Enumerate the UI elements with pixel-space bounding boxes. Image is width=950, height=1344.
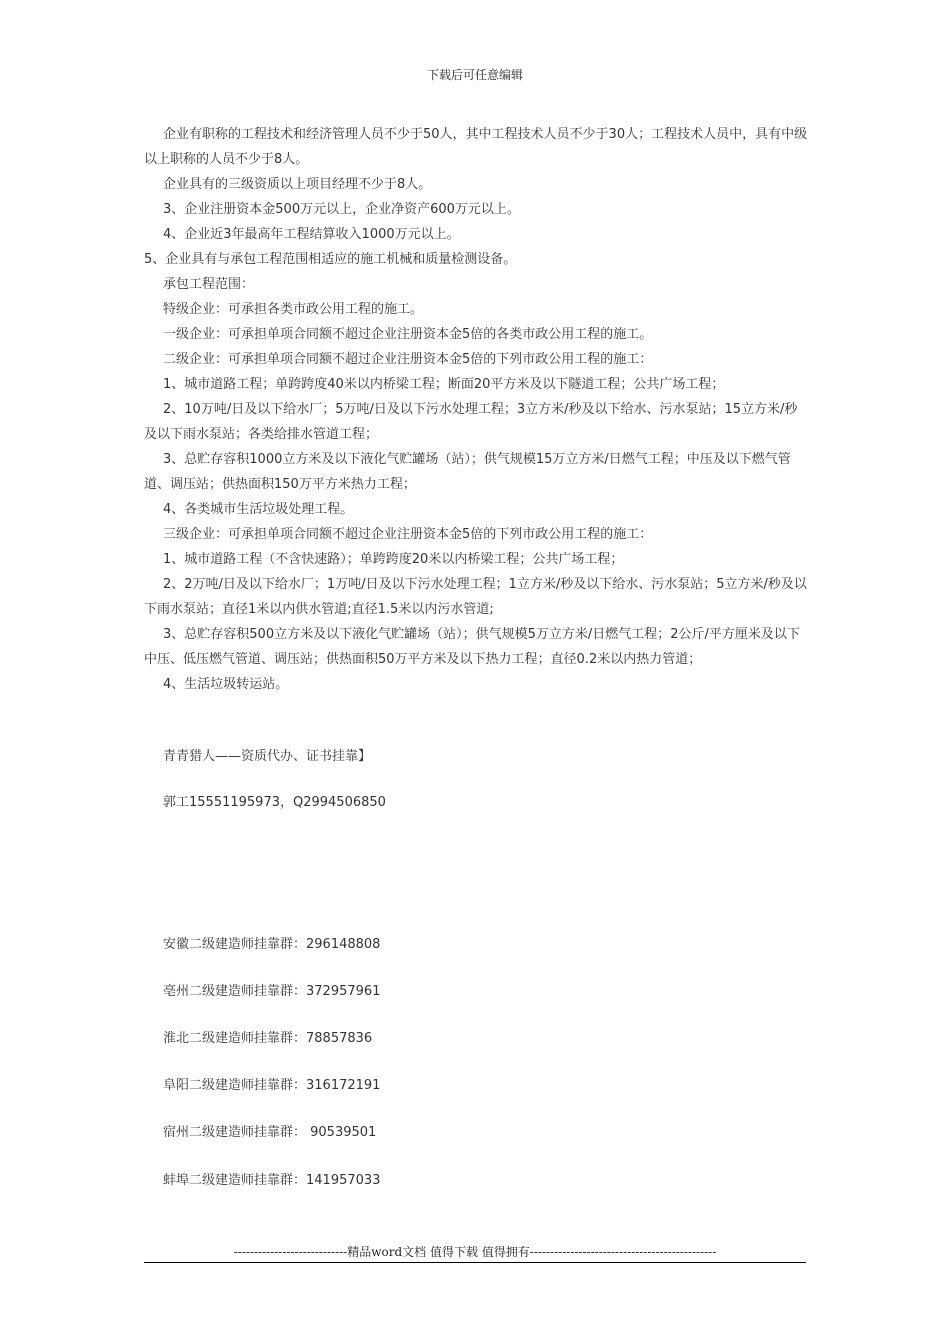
paragraph: 2、10万吨/日及以下给水厂；5万吨/日及以下污水处理工程；3立方米/秒及以下给水、污水泵站；15立方米/秒及以下雨水泵站；各类给排水管道工程； xyxy=(144,402,798,442)
paragraph: 三级企业：可承担单项合同额不超过企业注册资本金5倍的下列市政公用工程的施工： xyxy=(163,527,653,542)
document-body xyxy=(144,122,809,697)
paragraph: 4、生活垃圾转运站。 xyxy=(163,677,289,692)
agency-line: 青青猎人——资质代办、证书挂靠】 xyxy=(163,749,372,764)
group-line: 阜阳二级建造师挂靠群：316172191 xyxy=(163,1078,381,1093)
group-line: 安徽二级建造师挂靠群：296148808 xyxy=(163,937,381,952)
group-line: 淮北二级建造师挂靠群：78857836 xyxy=(163,1031,373,1046)
group-line: 宿州二级建造师挂靠群： 90539501 xyxy=(163,1125,377,1140)
paragraph: 5、企业具有与承包工程范围相适应的施工机械和质量检测设备。 xyxy=(144,252,517,267)
page-footer: ----------------------------精品word文档 值得下载 值得拥有---------------------------------------------- xyxy=(233,1245,717,1259)
footer-rule xyxy=(144,1262,806,1263)
paragraph: 2、2万吨/日及以下给水厂；1万吨/日及以下污水处理工程；1立方米/秒及以下给水、污水泵站；5立方米/秒及以下雨水泵站；直径1米以内供水管道;直径1.5米以内污水管道; xyxy=(144,577,807,617)
group-line: 蚌埠二级建造师挂靠群：141957033 xyxy=(163,1173,381,1188)
paragraph: 3、总贮存容积500立方米及以下液化气贮罐场（站）；供气规模5万立方米/日燃气工程；2公斤/平方厘米及以下中压、低压燃气管道、调压站；供热面积50万平方米及以下热力工程；直径0.2米以内热力管道； xyxy=(144,627,800,667)
contact-phone: 郭工15551195973，Q2994506850 xyxy=(163,795,386,810)
paragraph: 1、城市道路工程（不含快速路）；单跨跨度20米以内桥梁工程；公共广场工程； xyxy=(163,552,624,567)
group-line: 亳州二级建造师挂靠群：372957961 xyxy=(163,984,381,999)
paragraph: 3、总贮存容积1000立方米及以下液化气贮罐场（站）；供气规模15万立方米/日燃气工程；中压及以下燃气管道、调压站；供热面积150万平方米热力工程； xyxy=(144,452,791,492)
paragraph: 一级企业：可承担单项合同额不超过企业注册资本金5倍的各类市政公用工程的施工。 xyxy=(163,327,653,342)
paragraph: 二级企业：可承担单项合同额不超过企业注册资本金5倍的下列市政公用工程的施工： xyxy=(163,352,653,367)
paragraph: 企业有职称的工程技术和经济管理人员不少于50人，其中工程技术人员不少于30人；工程技术人员中，具有中级以上职称的人员不少于8人。 xyxy=(144,127,808,167)
paragraph: 特级企业：可承担各类市政公用工程的施工。 xyxy=(163,302,424,317)
paragraph: 4、各类城市生活垃圾处理工程。 xyxy=(163,502,354,517)
paragraph: 承包工程范围： xyxy=(163,277,255,292)
page-header: 下载后可任意编辑 xyxy=(426,68,523,82)
paragraph: 1、城市道路工程；单跨跨度40米以内桥梁工程；断面20平方米及以下隧道工程；公共广场工程； xyxy=(163,377,725,392)
paragraph: 企业具有的三级资质以上项目经理不少于8人。 xyxy=(163,177,432,192)
paragraph: 4、企业近3年最高年工程结算收入1000万元以上。 xyxy=(163,227,460,242)
paragraph: 3、企业注册资本金500万元以上，企业净资产600万元以上。 xyxy=(163,202,520,217)
